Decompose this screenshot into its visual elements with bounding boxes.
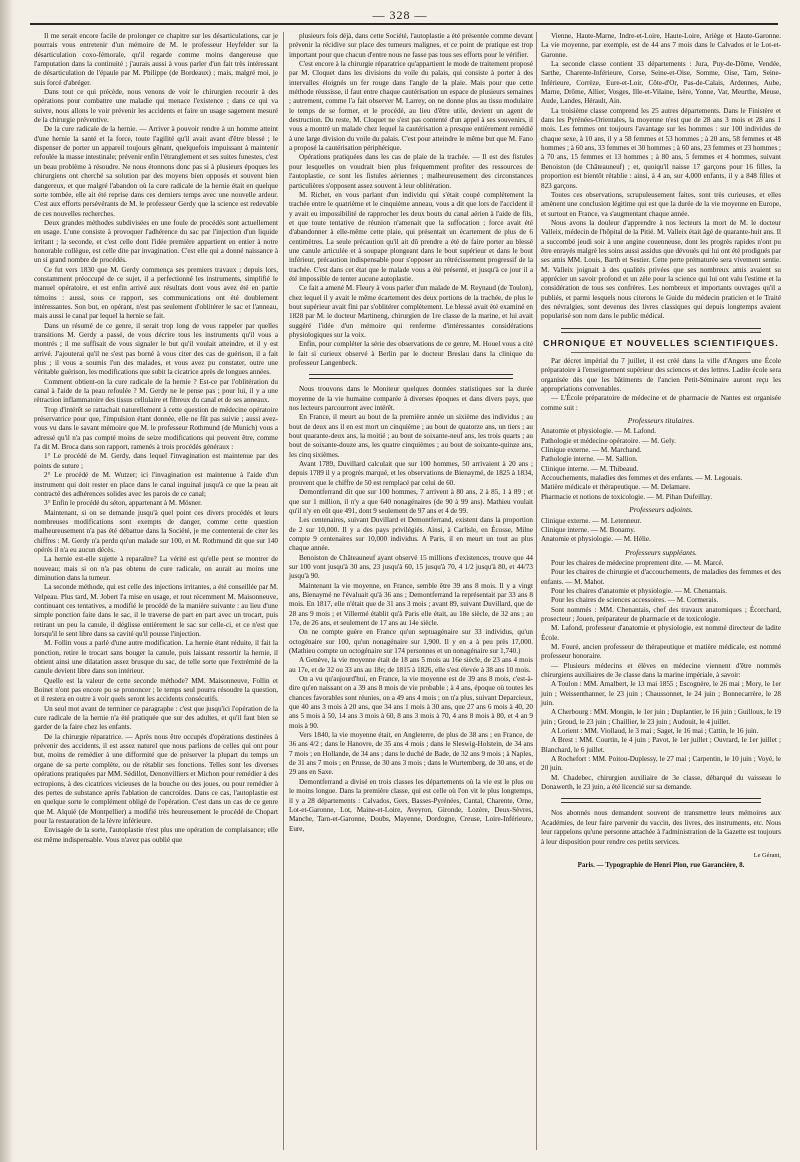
list-item: Clinique interne. — M. Bonamy.: [541, 525, 636, 534]
list-item: Pharmacie et notions de toxicologie. — M. Pihan Dufeillay.: [541, 492, 713, 501]
list-item: Pathologie et médecine opératoire. — M. Gely.: [541, 436, 676, 445]
paragraph: A Cherbourg : MM. Mongin, le 1er juin ; Duplantier, le 16 juin ; Guilloux, le 19 juin ; Groud, le 23 juin ; Chaillier, le 23 juin ; Audouit, le 4 juillet.: [541, 708, 781, 726]
paragraph: Deux grandes méthodes subdivisées en une foule de procédés sont actuellement en usage. L'une consiste à provoquer l'adhérence du sac par l'injection d'un liquide irritant ; la seconde, et c'est celle dont l'idée première appartient en entier à notre honorable collègue, est celle dite par invagination. C'est elle qui a donné naissance à un si grand nombre de procédés.: [34, 218, 278, 265]
signature: Le Gérant,: [753, 851, 781, 859]
paragraph: A Lorient : MM. Viollaud, le 3 mai ; Saget, le 16 mai ; Cattin, le 16 juin.: [551, 727, 759, 736]
subscriber-notice: [541, 809, 781, 846]
paragraph: A Rochefort : MM. Poitou-Duplessy, le 27 mai ; Carpentin, le 10 juin ; Voyé, le 20 juin.: [541, 755, 781, 773]
list-item: Pathologie interne. — M. Sallion.: [541, 455, 638, 464]
column-left: [34, 32, 278, 845]
paragraph: Dans tout ce qui précède, nous venons de voir le chirurgien recourir à des opérations pour combattre une maladie qui menace l'existence ; dans ce qui va suivre, nous allons le voir prévenir les accidents et faire un usage sagement mesuré de la chirurgie préventive.: [34, 88, 278, 125]
paragraph: Benoiston de Châteauneuf ayant observé 15 millions d'existences, trouve que 44 sur 100 vont jusqu'à 30 ans, 23 jusqu'à 60, 15 jusqu'à 70, 4 1/2 jusqu'à 80, et 44/73 jusqu'à 90.: [289, 553, 533, 581]
paragraph: Demontferrand a divisé en trois classes les départements où la vie est le plus ou le moins longue. Dans la première classe, qui est celle où l'on vit le plus longtemps, il y a 28 départements : Calvados, Gers, Basses-Pyrénées, Cantal, Charente, Orne, Lot-et-Garonne, Lot, Maine-et-Loire, Aveyron, Gironde, Lozère, Deux-Sèvres, Manche, Tarn-et-Garonne, Doubs, Mayenne, Dordogne, Creuse, Loire-Inférieure, Eure,: [289, 777, 533, 833]
article-separator: [561, 798, 761, 803]
list-item: Clinique externe. — M. Letenneur.: [541, 516, 642, 525]
paragraph: Par décret impérial du 7 juillet, il est créé dans la ville d'Angers une École préparatoire à l'enseignement supérieur des sciences et des lettres. Ladite école sera organisée dès que les bâtiments de l'ancien Petit-Séminaire auront reçu les appropriations convenables.: [541, 357, 781, 394]
life-expectancy-article: [289, 385, 533, 834]
subheading-titulaires: Professeurs titulaires.: [627, 416, 695, 426]
title-rule: [571, 352, 751, 353]
article-separator: [309, 374, 513, 379]
paragraph: Sont nommés : MM. Chenantais, chef des travaux anatomiques ; Écorchard, prosecteur ; Jouen, préparateur de pharmacie et de toxicologie.: [541, 605, 781, 623]
paragraph: plusieurs fois déjà, dans cette Société, l'autoplastie a été présentée comme devant prévenir la récidive sur place des tumeurs malignes, et ce point de pratique est trop important pour que chacun d'entre nous ne fasse pas tous ses efforts pour le vérifier.: [289, 32, 533, 59]
column-middle: [289, 32, 533, 834]
paragraph: Quelle est la valeur de cette seconde méthode? MM. Maisonneuve, Follin et Boinet n'ont pas encore pu se prononcer ; le temps seul pourra résoudre la question, et il restera en outre à voir quels seront les accidents consécutifs.: [34, 676, 278, 704]
paragraph: Pour les chaires de médecine proprement dite. — M. Marcé.: [551, 558, 724, 567]
printer-imprint: Paris. — Typographie de Henri Plon, rue Garancière, 8.: [577, 861, 745, 870]
paragraph: Pour les chaires de chirurgie et d'accouchements, de maladies des femmes et des enfants. — M. Mahot.: [541, 568, 781, 586]
paragraph: La troisième classe comprend les 25 autres départements. Dans le Finistère et dans les Pyrénées-Orientales, la moyenne n'est que de 28 ans 3 mois et 28 ans 1 mois. Les femmes ont toujours l'avantage sur les hommes : sur 100 individus de chaque sexe, à 10 ans, il y a 58 femmes et 53 hommes ; à 20 ans, 58 femmes et 48 hommes ; à 60 ans, 33 femmes et 30 hommes ; à 60 ans, 23 femmes et 23 hommes ; à 70 ans, 15 femmes et 13 hommes ; à 80 ans, 5 femmes et 4 hommes, suivant Benoiston (de Châteauneuf) ; et, quoiqu'il naisse 17 garçons pour 16 filles, la proportion est bientôt rétablie : ainsi, à 4 an, sur 4,000 enfants, il y a 848 filles et 823 garçons.: [541, 106, 781, 190]
paragraph: Demontferrand dit que sur 100 hommes, 7 arrivent à 80 ans, 2 à 85, 1 à 89 ; et que sur 1 million, il n'y a que 640 nonagénaires (de 90 à 99 ans). Mathieu voulait qu'il n'y en eût que 491, dont 9 seulement de 97 ans et 4 de 99.: [289, 488, 533, 515]
surgery-review-continued: [289, 32, 533, 368]
paragraph: Dans un résumé de ce genre, il serait trop long de vous rappeler par quelles transitions M. Gerdy a passé, de vous décrire tous les instruments qu'il vous a montrés ; il me suffisait de vous signaler le but qu'il voulait atteindre, et il y est arrivé. J'ajouterai qu'il ne s'est pas borné à vous citer des cas de guérison, il a fait plus ; il vous a soumis l'un des malades, et vous avez pu constater, outre une véritable guérison, les modifications que subit la cicatrice après de longues années.: [34, 321, 278, 377]
paragraph: On ne compte guère en France qu'un septuagénaire sur 33 individus, qu'un octogénaire sur 100, qu'un nonagénaire sur 1,900. Il y en a à peu près 17,000. (Mathieu compte un octogénaire sur 174 personnes et un nonagénaire sur 1,740.): [289, 628, 533, 655]
paragraph: M. Richet, en vous parlant d'un individu qui s'était coupé complètement la trachée entre le quatrième et le cinquième anneau, vous a dit que lors de l'accident il y avait eu impossibilité de rapprocher les deux bouts du canal aérien à l'aide de fils, et que toute tentative de réunion n'amenait que la suffocation ; force avait été d'abandonner à elle-même cette plaie, qui présentait un écartement de plus de 6 centimètres. La seule précaution qu'il ait dû prendre a été de faire porter au blessé une canule articulée et à soupape plongeant dans le bout supérieur et dans le bout inférieur, précaution indispensable pour s'opposer au rétrécissement progressif de la trachée. C'est dans cet état que le malade vous a été présenté, et jusqu'à ce jour il a été impossible de tenter aucune autoplastie.: [289, 190, 533, 283]
paragraph: Un seul mot avant de terminer ce paragraphe : c'est que jusqu'ici l'opération de la cure radicale de la hernie n'a été pratiquée que sur des adultes, et qu'il faut bien se garder de la faire chez les enfants.: [34, 704, 278, 732]
paragraph: Trop d'intérêt se rattachait naturellement à cette question de médecine opératoire préservatrice pour que, l'impulsion étant donnée, elle ne fût pas suivie ; aussi avez-vous vu dans le savant mémoire que M. le professeur Rothmund (de Munich) vous a adressé qu'il n'a pas compté moins de seize modifications qui peuvent être, comme l'a dit M. Broca dans son rapport, ramenés à trois procédés généraux :: [34, 405, 278, 452]
paragraph: 2° Le procédé de M. Wutzer; ici l'invagination est maintenue à l'aide d'un instrument qui doit rester en place dans le canal inguinal jusqu'à ce que la peau ait contracté des adhérences solides avec les parois de ce canal;: [34, 471, 278, 498]
list-item: Matière médicale et thérapeutique. — M. Delamare.: [541, 483, 691, 492]
paragraph: Toutes ces observations, scrupuleusement faites, sont très curieuses, et elles amènent une conclusion légitime qui est que la durée de la vie moyenne en Europe, et surtout en France, va s'augmentant chaque année.: [541, 190, 781, 218]
paragraph: La hernie est-elle sujette à reparaître? La vérité est qu'elle peut se montrer de nouveau; mais si on n'a pas obtenu de cure radicale, on aurait au moins une diminution dans la tumeur.: [34, 555, 278, 582]
list-item: Clinique interne. — M. Thibeaud.: [541, 464, 639, 473]
paragraph: Maintenant la vie moyenne, en France, semble être 39 ans 8 mois. Il y a vingt ans, Bienaymé ne l'évaluait qu'à 36 ans ; Demontferrand la représentait par 33 ans 8 mois. En 1817, elle n'était que de 31 ans 3 mois ; avant 89, suivant Duvillard, que de 28 ans 9 mois ; et Villermé établit qu'à Paris elle était, au 18e siècle, de 32 ans ; au 17e, de 26 ans, et seulement de 17 ans au 14e siècle.: [289, 581, 533, 627]
list-titulaires: [541, 427, 781, 502]
article-separator: [561, 328, 761, 333]
paragraph: Ce fait a amené M. Fleury à vous parler d'un malade de M. Reynaud (de Toulon), chez lequel il y avait le même écartement des deux portions de la trachée, de plus le bout supérieur avait fini par s'oblitérer complètement. Le blessé avait été examiné en 1828 par M. le docteur Martineng, chirurgien de 1re classe de la marine, et lui avait suggéré l'idée d'un mémoire qui renferme d'intéressantes considérations physiologiques sur la voix.: [289, 284, 533, 339]
page-fold-shadow: [0, 0, 14, 1162]
paragraph: La seconde méthode, qui est celle des injections irritantes, a été conseillée par M. Velpeau. Plus tard, M. Jobert l'a mise en usage, et tout récemment M. Maisonneuve, continuant ces tentatives, a modifié le procédé de la manière suivante : au lieu d'une simple ponction faite dans le sac, il le traverse de part en part avec un trocart, puis retirant un peu la canule, il déglisse entièrement le sac sur celle-ci, et ce n'est que lorsqu'il le sent libre dans sa cavité qu'il pousse l'injection.: [34, 583, 278, 638]
paragraph: Avant 1789, Duvillard calculait que sur 100 hommes, 50 arrivaient à 20 ans ; depuis 1789 il y a progrès marqué, et les observations de Bienaymé, de 1825 à 1834, prouvent que le chiffre de 50 est remplacé par celui de 60.: [289, 460, 533, 487]
paragraph: Comment obtient-on la cure radicale de la hernie ? Est-ce par l'oblitération du canal à l'aide de la peau refoulée ? M. Gerdy ne le pense pas ; pour lui, il y a une rétraction inflammatoire des tissus cellulaire et fibreux du canal et de ses anneaux.: [34, 377, 278, 405]
paragraph: Nous trouvons dans le Moniteur quelques données statistiques sur la durée moyenne de la vie humaine comparée à diverses époques et dans divers pays, que nos lecteurs parcourront avec intérêt.: [289, 385, 533, 413]
paragraph: Pour les chaires d'anatomie et physiologie. — M. Chenantais.: [551, 586, 727, 595]
paragraph: — L'École préparatoire de médecine et de pharmacie de Nantes est organisée comme suit :: [541, 394, 781, 412]
paragraph: Vienne, Haute-Marne, Indre-et-Loire, Haute-Loire, Ariège et Haute-Garonne. La vie moyenne, par exemple, est de 44 ans 7 mois dans le Calvados et le Lot-et-Garonne.: [541, 32, 781, 59]
paragraph: Nos abonnés nous demandent souvent de transmettre leurs mémoires aux Académies, de leur faire parvenir du vaccin, des livres, des instruments, etc. Nous leur rappelons qu'une personne attachée à l'administration de la Gazette est toujours à leur disposition pour rendre ces petits services.: [541, 809, 781, 846]
section-title: CHRONIQUE ET NOUVELLES SCIENTIFIQUES.: [543, 337, 779, 348]
paragraph: Les centenaires, suivant Duvillard et Demontferrand, existent dans la proportion de 2 sur 10,000. Il y a des pays privilégiés. Ainsi, à Carlisle, en Écosse, Milne compte 9 centenaires sur 10,000 individus. A Paris, il en meurt un tout au plus chaque année.: [289, 516, 533, 553]
paragraph: Ce fut vers 1830 que M. Gerdy commença ses premiers travaux ; depuis lors, constamment préoccupé de ce sujet, il a perfectionné les instruments, simplifié le manuel opératoire, et est enfin arrivé aux résultats dont vous avez été en partie témoins : aussi, sous ce rapport, ses communications ont été doublement intéressantes. Son but, en opérant, n'est pas seulement d'oblitérer le sac et l'anneau, mais aussi le canal par lequel la hernie se fait.: [34, 265, 278, 321]
appointments-list: [541, 559, 781, 793]
subheading-adjoints: Professeurs adjoints.: [629, 505, 693, 515]
paragraph: Il me serait encore facile de prolonger ce chapitre sur les désarticulations, car je pourrais vous entretenir d'un mémoire de M. le professeur Heyfelder sur la désarticulation coxo-fémorale, qu'il regarde comme moins dangereuse que l'amputation dans la continuité ; j'aurais aussi à vous parler d'un fait très intéressant de désarticulation de l'épaule par M. Philippe (de Bordeaux) ; mais, malgré moi, je suis forcé d'abréger.: [34, 32, 278, 87]
paragraph: Maintenant, si on se demande jusqu'à quel point ces divers procédés et leurs nombreuses modifications sont exempts de danger, comme cette question malheureusement n'a pas été débattue dans la Société, je me contenterai de citer les chiffres : M. Gerdy n'a perdu qu'un malade sur 100, et M. Rothmund dit que sur 140 opérés il n'a eu aucun décès.: [34, 508, 278, 554]
header-rule: [30, 23, 778, 25]
paragraph: A Toulon : MM. Amalbert, le 13 mai 1855 ; Escognère, le 26 mai ; Mory, le 1er juin ; Weissenthanner, le 23 juin ; Chaussonnet, le 24 juin ; Bonnecarrère, le 28 juin.: [541, 680, 781, 708]
paragraph: A Genève, la vie moyenne était de 18 ans 5 mois au 16e siècle, de 23 ans 4 mois au 17e, et de 32 ou 33 ans au 18e; de 1815 à 1826, elle s'est élevée à 38 ans 10 mois.: [289, 656, 533, 674]
list-item: Clinique externe. — M. Marchand.: [541, 446, 642, 455]
column-divider: [283, 32, 284, 1150]
paragraph: La seconde classe contient 33 départements : Jura, Puy-de-Dôme, Vendée, Sarthe, Charente-Inférieure, Corse, Seine-et-Oise, Somme, Oise, Tarn, Seine-Inférieure, Corrèze, Eure-et-Loir, Côte-d'Or, Pas-de-Calais, Ardennes, Aube, Marne, Drôme, Allier, Vosges, Ille-et-Vilaine, Isère, Yonne, Var, Meurthe, Meuse, Aude, Landes, Hérault, Ain.: [541, 60, 781, 106]
list-item: Anatomie et physiologie. — M. Lafond.: [541, 427, 657, 436]
paragraph: M. Fouré, ancien professeur de thérapeutique et matière médicale, est nommé professeur honoraire.: [541, 642, 781, 661]
list-item: Accouchements, maladies des femmes et des enfants. — M. Legouais.: [541, 474, 743, 483]
paragraph: M. Follin vous a parlé d'une autre modification. La hernie étant réduite, il fait la ponction, retire le trocart sans bouger la canule, puis laissant ressortir la hernie, il obtient ainsi une dilatation assez brusque du sac, de telle sorte que l'extrémité de la canule devient libre dans son intérieur.: [34, 639, 278, 676]
paragraph: Envisagée de la sorte, l'autoplastie n'est plus une opération de complaisance; elle est même indispensable. Vous n'avez pas oublié que: [34, 826, 278, 844]
list-item: Anatomie et physiologie. — M. Hélie.: [541, 535, 651, 544]
paragraph: De la cure radicale de la hernie. — Arriver à pouvoir rendre à un homme atteint d'une hernie la santé et la force, toute l'agilité qu'il avait avant d'être blessé ; le dispenser de porter un appareil toujours gênant, quelquefois impuissant à maintenir refoulée la masse intestinale; prévenir enfin l'étranglement et ses suites funestes, c'est un beau problème à résoudre. Ne nous étonnons donc pas si à plusieurs époques les chirurgiens ont cherché sa solution par des moyens bien opposés et souvent bien dangereux, et que malgré l'abandon où la cure radicale de la hernie était en quelque sorte tombée, elle ait été reprise dans ces derniers temps avec une nouvelle ardeur. C'est aux efforts persévérants de M. le professeur Gerdy que la science est redevable de ces nouvelles recherches.: [34, 125, 278, 218]
paragraph: On a vu qu'aujourd'hui, en France, la vie moyenne est de 39 ans 8 mois, c'est-à-dire qu'en naissant on a 39 ans 8 mois de vie probable ; à 4 ans, époque où toutes les chances favorables sont réunies, on a 49 ans 4 mois ; on n'a plus, suivant Deparcieux, que 40 ans 3 mois à 20 ans, que 34 ans 1 mois à 30 ans, que 27 ans 6 mois à 40, 20 ans 5 mois à 50, 14 ans 3 mois à 60, 8 ans 3 mois à 70, 4 ans 8 mois à 80, et 4 an 9 mois à 90.: [289, 675, 534, 730]
paragraph: A Brest : MM. Courtin, le 4 juin ; Pavot, le 1er juillet ; Ouvrard, le 1er juillet ; Blanchard, le 6 juillet.: [541, 736, 781, 754]
column-right: [541, 32, 781, 871]
paragraph: 3° Enfin le procédé du séton, appartenant à M. Mösner.: [44, 499, 202, 508]
paragraph: Vers 1840, la vie moyenne était, en Angleterre, de plus de 38 ans ; en France, de 36 ans 4/2 ; dans le Hanovre, de 35 ans 4 mois ; dans le Sleswig-Holstein, de 34 ans 7 mois ; en Hollande, de 34 ans ; dans le duché de Bade, de 32 ans 9 mois ; à Naples, de 31 ans 7 mois ; en Prusse, de 30 ans 3 mois ; dans le Wurtemberg, de 30 ans, et de 29 ans en Saxe.: [289, 731, 533, 777]
paragraph: 1° Le procédé de M. Gerdy, dans lequel l'invagination est maintenue par des points de suture ;: [34, 452, 278, 470]
paragraph: M. Chadebec, chirurgien auxiliaire de 3e classe, débarqué du vaisseau le Donawerth, le 23 juin, a été licencié sur sa demande.: [541, 773, 781, 792]
paragraph: En France, il meurt au bout de la première année un sixième des individus ; au bout de deux ans il en est mort un cinquième ; au bout de quatorze ans, un tiers ; au bout quarante-deux ans, la moitié ; au bout de soixante-neuf ans, les trois quarts ; au bout de soixante-douze ans, les quatre cinquièmes ; au bout de soixante-quinze ans, les cinq sixièmes.: [289, 413, 533, 459]
paragraph: — Plusieurs médecins et élèves en médecine viennent d'être nommés chirurgiens auxiliaires de 3e classe dans la marine impériale, à savoir:: [541, 661, 781, 679]
paragraph: M. Lafond, professeur d'anatomie et physiologie, est nommé directeur de ladite École.: [541, 624, 781, 642]
paragraph: Opérations pratiquées dans les cas de plaie de la trachée. — Il est des fistules pour lesquelles on voudrait bien plus fréquemment profiter des ressources de l'autoplastie, ce sont les fistules aériennes ; malheureusement des circonstances particulières s'opposent assez souvent à leur oblitération.: [289, 153, 533, 190]
departments-and-obituary: [541, 32, 781, 322]
list-adjoints: [541, 517, 781, 545]
column-divider: [536, 32, 537, 1150]
paragraph: Pour les chaires de sciences accessoires. — M. Cormerais.: [551, 596, 719, 605]
paragraph: Enfin, pour compléter la série des observations de ce genre, M. Houel vous a cité le fait si curieux observé à Berlin par le docteur Breslau dans la clinique du professeur Langenbeck.: [289, 340, 533, 368]
paragraph: De la chirurgie réparatrice. — Après nous être occupés d'opérations destinées à prévenir des accidents, il est assez naturel que nous parlions de celles qui ont pour but, moins de remédier à une difformité que de préserver la plupart du temps un organe de sa perte complète, ou de rétablir ses fonctions. Telles sont les diverses opérations pratiquées par MM. Sédillot, Denonvilliers et Michon pour remédier à des ectropions, à des cicatrices vicieuses de la bouche ou des joues, ou pour remédier à des pertes de substance après l'ablation de cancroïdes. Dans ce cas, l'autoplastie est en quelque sorte le complément obligé de l'opération. C'est dans un cas de ce genre que M. Alquié (de Montpellier) a modifié très heureusement le procédé de Chopart pour la restauration de la lèvre inférieure.: [34, 732, 278, 825]
page-number: — 328 —: [372, 8, 428, 22]
paragraph: C'est encore à la chirurgie réparatrice qu'appartient le mode de traitement proposé par M. Cloquet dans les divisions du voile du palais, qui consiste à porter à des intervalles éloignés un fer rouge dans l'angle de la plaie. Mais pour que cette méthode réussisse, il faut entre chaque cautérisation un espace de plusieurs semaines ; autrement, comme l'a fait observer M. Larrey, on ne donne plus au tissu modulaire le temps de se former, et le procédé, au lieu d'être utile, devient un agent de destruction. Du reste, M. Cloquet ne s'est pas contenté d'un appel à ses souvenirs, il vous a montré un malade chez lequel la cautérisation a presque entièrement remédié à une large division du voile du palais. C'est pour atteindre le même but que M. Fano a proposé la cautérisation périphérique.: [289, 60, 533, 153]
subheading-suppleants: Professeurs suppléants.: [625, 547, 697, 557]
paragraph: Nous avons la douleur d'apprendre à nos lecteurs la mort de M. le docteur Valleix, médecin de l'hôpital de la Pitié. M. Valleix était âgé de quarante-huit ans. Il a succombé jeudi soir à une angine couenneuse, dont les progrès rapides n'ont pu être enrayés malgré les soins aussi assidus que dévoués qui lui ont été prodigués par ses amis MM. Louis, Barth et Sestier. Cette perte prématurée sera vivement sentie. M. Valleix joignait à des qualités privées que ses nombreux amis avaient su apprécier un savoir profond et un zèle pour la science qui lui ont valu l'estime et la considération de tous ses confrères. Les nombreux et importants ouvrages qu'il a publiés, et parmi lesquels nous citerons le Guide du médecin praticien et le Traité des névralgies, sont devenus des livres classiques qui depuis longtemps avaient popularisé son nom dans le public médical.: [541, 218, 781, 321]
news-paragraphs: [541, 357, 781, 413]
